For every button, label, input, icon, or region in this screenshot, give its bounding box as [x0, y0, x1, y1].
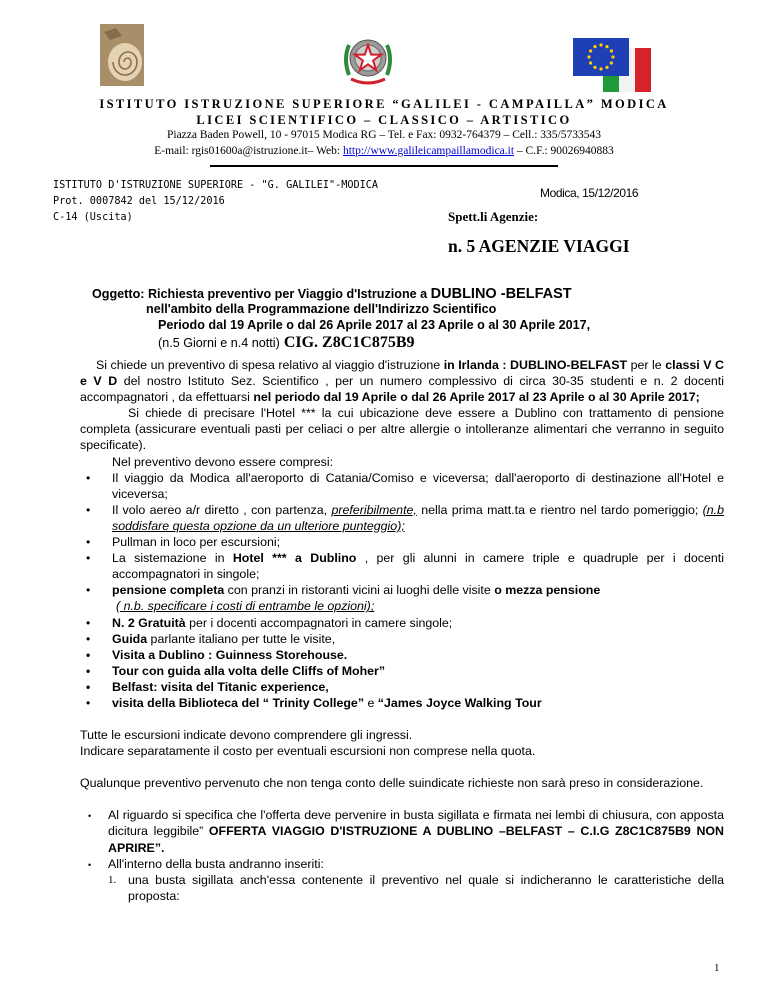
list-item — [80, 502, 724, 534]
list-item — [80, 695, 724, 711]
item-text: e — [364, 695, 378, 710]
header-divider — [210, 165, 558, 167]
list-item: • Il viaggio da Modica all'aeroporto di Catania/Comiso e viceversa; dall'aeroporto di destinazione all'Hotel e viceversa; — [80, 470, 724, 502]
item-text: con pranzi in ristoranti vicini ai luoghi delle visite — [224, 583, 495, 598]
item-hotel: Hotel *** a Dublino — [232, 551, 357, 566]
subject-destination: DUBLINO -BELFAST — [430, 286, 572, 302]
included-list — [80, 470, 724, 711]
subject-cig: CIG. Z8C1C875B9 — [283, 334, 415, 351]
school-address: Piazza Baden Powell, 10 - 97015 Modica RG – Tel. e Fax: 0932-764379 – Cell.: 335/5733543 — [166, 129, 601, 141]
contact-email: E-mail: rgis01600a@istruzione.it– Web: — [154, 145, 343, 157]
page-number: 1 — [714, 962, 720, 974]
contact-cf: – C.F.: 90026940883 — [514, 145, 614, 157]
school-licei: LICEI SCIENTIFICO – CLASSICO – ARTISTICO — [196, 113, 572, 127]
item-text: parlante italiano per tutte le visite, — [147, 631, 336, 646]
school-contacts — [0, 145, 768, 157]
list-item: • Belfast: visita del Titanic experience, — [80, 679, 724, 695]
item-board-alt: o mezza pensione — [494, 583, 601, 598]
subject-line-2: nell'ambito della Programmazione dell'Indirizzo Scientifico — [146, 302, 497, 316]
list-item — [80, 550, 724, 582]
letter-body — [80, 357, 724, 904]
list-item: • All'interno della busta andranno inseriti: — [80, 856, 724, 872]
item-text: per i docenti accompagnatori in camere singole; — [185, 615, 453, 630]
item-tour: “James Joyce Walking Tour — [377, 695, 542, 710]
recipient-greeting: Spett.li Agenzie: — [448, 209, 539, 224]
intro-classes: classi V C e V D — [80, 358, 724, 389]
item-text: nella prima matt.ta e rientro nel tardo pomeriggio; — [416, 502, 703, 517]
school-name: ISTITUTO ISTRUZIONE SUPERIORE “GALILEI - CAMPAILLA” MODICA — [99, 97, 669, 111]
item-free: N. 2 Gratuità — [112, 615, 186, 630]
subject-duration: (n.5 Giorni e n.4 notti) — [158, 336, 280, 350]
subject-text: Oggetto: Richiesta preventivo per Viaggio d'Istruzione a — [92, 287, 431, 301]
list-item — [80, 582, 724, 614]
intro-text: Si chiede un preventivo di spesa relativo al viaggio d'istruzione — [96, 358, 444, 372]
subject-line-3: Periodo dal 19 Aprile o dal 26 Aprile 2017 al 23 Aprile o al 30 Aprile 2017, — [158, 318, 591, 332]
item-text: Al riguardo si specifica che l'offerta deve pervenire in busta sigillata e firmata nei lembi di chiusura, con apposta dicitura leggibile” — [108, 808, 724, 839]
submission-list — [80, 807, 724, 871]
item-text: , per gli alunni in camere triple e quadruple per i docenti accompagnatori in singole; — [112, 551, 724, 582]
subject-line-1 — [92, 286, 572, 302]
item-text: Il volo aereo a/r diretto , con partenza, — [112, 502, 332, 517]
intro-paragraph — [80, 357, 724, 405]
subject-line-4 — [158, 334, 415, 352]
list-item: • Pullman in loco per escursioni; — [80, 534, 724, 550]
envelope-contents-list — [80, 872, 724, 904]
included-label: Nel preventivo devono essere compresi: — [112, 454, 334, 469]
item-text: La sistemazione in — [112, 551, 233, 566]
item-visit: visita della Biblioteca del “ Trinity College” — [112, 695, 365, 710]
item-text: una busta sigillata anch'essa contenente il preventivo nel quale si indicheranno le caratteristiche della proposta: — [128, 872, 724, 903]
envelope-label: OFFERTA VIAGGIO D'ISTRUZIONE A DUBLINO –BELFAST – C.I.G Z8C1C875B9 NON APRIRE”. — [108, 824, 725, 855]
excursions-line-1: Tutte le escursioni indicate devono comprendere gli ingressi. — [80, 728, 413, 743]
intro-destination: in Irlanda : DUBLINO-BELFAST — [443, 358, 628, 372]
letter-date: Modica, 15/12/2016 — [540, 186, 639, 200]
item-emphasis: preferibilmente, — [331, 502, 417, 517]
shell-fossil-icon — [100, 24, 144, 86]
warning-paragraph: Qualunque preventivo pervenuto che non tenga conto delle suindicate richieste non sarà preso in considerazione. — [80, 776, 704, 791]
list-item — [108, 872, 724, 904]
list-item — [80, 615, 724, 631]
item-guide: Guida — [112, 631, 148, 646]
list-item: • Tour con guida alla volta delle Cliffs of Moher” — [80, 663, 724, 679]
item-board: pensione completa — [112, 583, 225, 598]
hotel-paragraph: Si chiede di precisare l'Hotel *** la cui ubicazione deve essere a Dublino con trattamento di pensione completa (assicurare eventuali pasti per celiaci o per altre allergie o intolleranze alimentari che verranno in seguito specificate). — [80, 406, 724, 453]
list-item — [80, 631, 724, 647]
intro-text: del nostro Istituto Sez. Scientifico , per un numero complessivo di circa 30-35 studenti e n. 2 docenti accompagnatori , da effettuarsi — [80, 374, 725, 405]
intro-text: per le — [627, 358, 666, 372]
list-item — [80, 807, 724, 855]
intro-period: nel periodo dal 19 Aprile o dal 26 Aprile 2017 al 23 Aprile o al 30 Aprile 2017; — [253, 390, 700, 405]
stamp-class: C-14 (Uscita) — [53, 212, 133, 223]
italian-republic-emblem-icon — [341, 31, 395, 87]
protocol-stamp — [53, 178, 379, 230]
eu-italy-flags-icon — [573, 38, 651, 94]
stamp-institute: ISTITUTO D'ISTRUZIONE SUPERIORE - "G. GALILEI"-MODICA — [53, 180, 379, 191]
list-item: • Visita a Dublino : Guinness Storehouse. — [80, 647, 724, 663]
item-note: ( n.b. specificare i costi di entrambe le opzioni); — [116, 599, 375, 614]
item-number: 1. — [108, 873, 117, 886]
excursions-line-2: Indicare separatamente il costo per eventuali escursioni non comprese nella quota. — [80, 744, 536, 759]
stamp-protocol: Prot. 0007842 del 15/12/2016 — [53, 196, 225, 207]
item-note: (n.b soddisfare questa opzione da un ulteriore punteggio); — [112, 502, 724, 533]
website-link[interactable]: http://www.galileicampaillamodica.it — [342, 145, 515, 157]
recipient-name: n. 5 AGENZIE VIAGGI — [448, 236, 630, 256]
